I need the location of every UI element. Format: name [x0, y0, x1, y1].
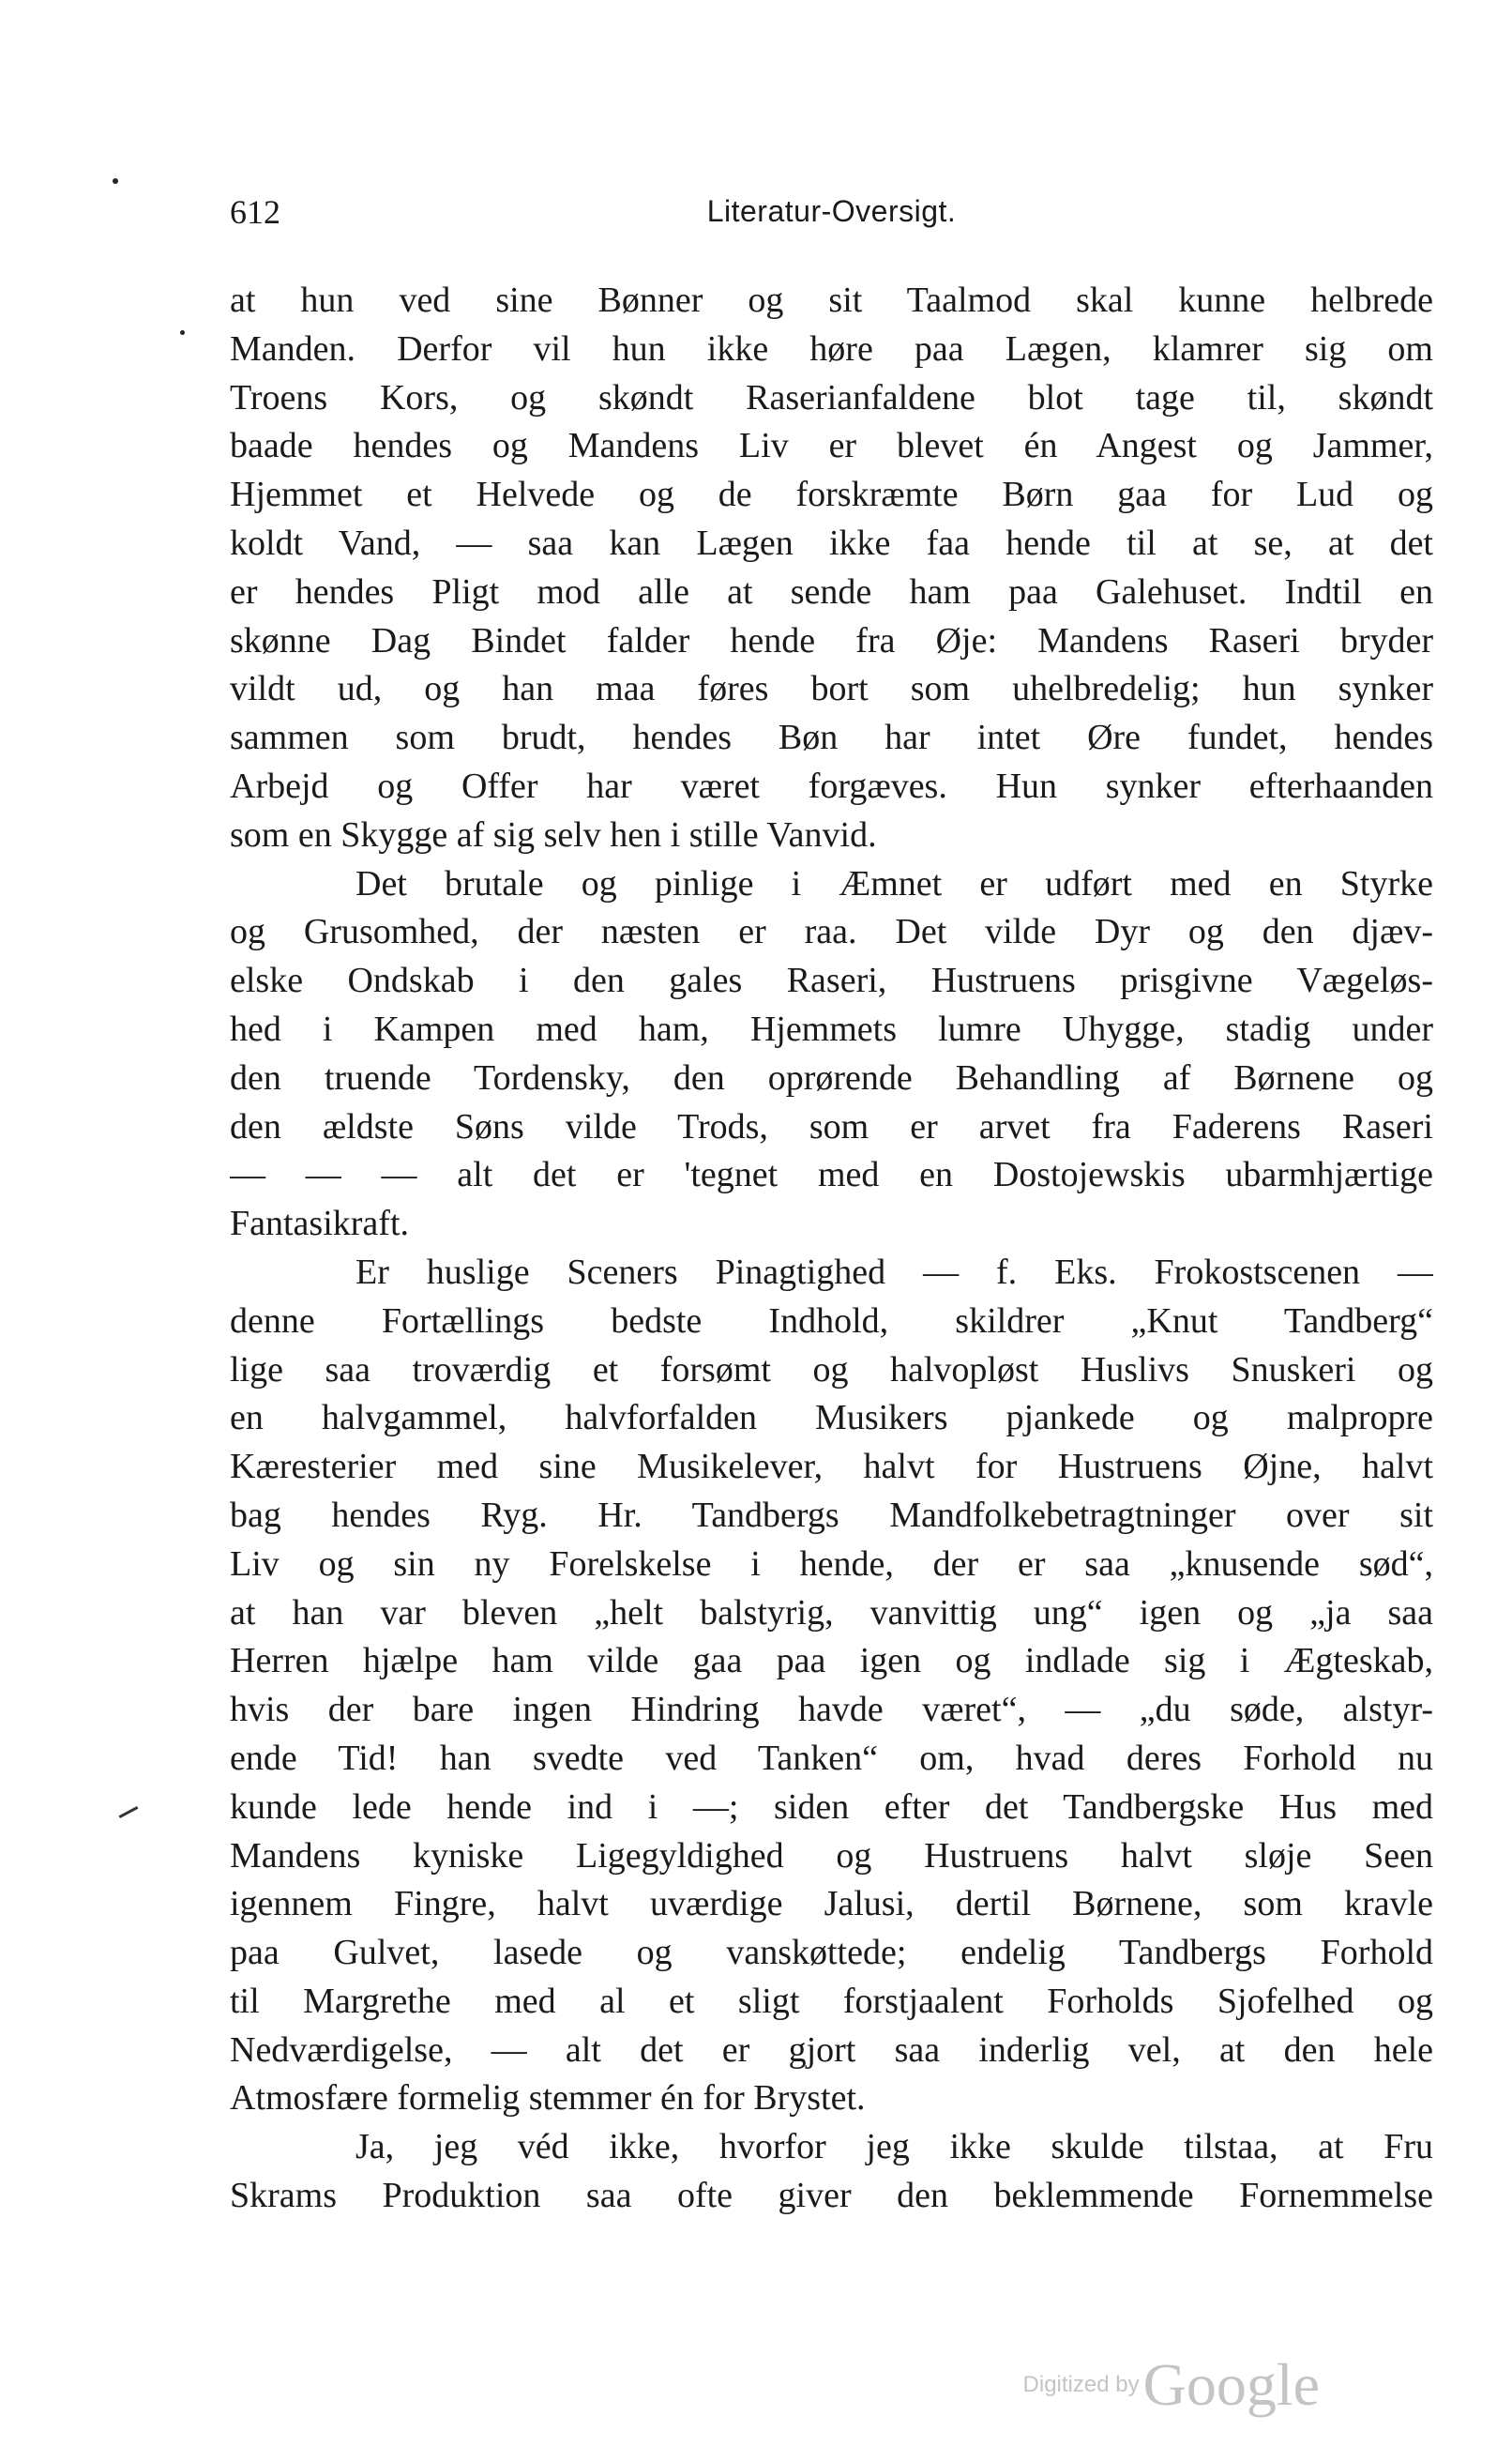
text-line: som en Skygge af sig selv hen i stille Vanvid. [230, 814, 877, 855]
text-line: Arbejd og Offer har været forgæves. Hun synker efterhaanden [230, 766, 1433, 806]
text-line: lige saa troværdig et forsømt og halvopløst Huslivs Snuskeri og [230, 1349, 1433, 1390]
text-line: Atmosfære formelig stemmer én for Brystet. [230, 2078, 866, 2119]
stray-ink-dot [180, 330, 185, 335]
watermark-logo: Google [1142, 2351, 1320, 2418]
text-line: er hendes Pligt mod alle at sende ham paa Galehuset. Indtil en [230, 571, 1433, 612]
stray-ink-dot [113, 178, 118, 184]
text-line: Kæresterier med sine Musikelever, halvt for Hustruens Øjne, halvt [230, 1447, 1433, 1487]
text-line: — — — alt det er 'tegnet med en Dostojewskis ubarmhjærtige [230, 1155, 1433, 1195]
text-line: denne Fortællings bedste Indhold, skildrer „Knut Tandberg“ [230, 1300, 1433, 1341]
running-title: Literatur-Oversigt. [706, 194, 957, 228]
text-line: kunde lede hende ind i —; siden efter det Tandbergske Hus med [230, 1786, 1433, 1827]
text-line: Fantasikraft. [230, 1204, 410, 1244]
text-line: hed i Kampen med ham, Hjemmets lumre Uhygge, stadig under [230, 1009, 1433, 1049]
page-number: 612 [230, 193, 280, 231]
text-line: hvis der bare ingen Hindring havde været“, — „du søde, alstyr- [230, 1690, 1433, 1730]
text-line: Troens Kors, og skøndt Raserianfaldene blot tage til, skøndt [230, 377, 1433, 418]
watermark-prefix: Digitized by [1022, 2372, 1140, 2397]
text-line: Herren hjælpe ham vilde gaa paa igen og indlade sig i Ægteskab, [230, 1641, 1433, 1681]
text-line: Skrams Produktion saa ofte giver den beklemmende Fornemmelse [230, 2176, 1433, 2216]
body-text [230, 277, 1433, 2221]
text-line: igennem Fingre, halvt uværdige Jalusi, dertil Børnene, som kravle [230, 1884, 1433, 1924]
stray-ink-mark [119, 1806, 139, 1818]
text-line: den truende Tordensky, den oprørende Behandling af Børnene og [230, 1057, 1433, 1098]
text-line: sammen som brudt, hendes Bøn har intet Øre fundet, hendes [230, 718, 1433, 758]
text-line: paa Gulvet, lasede og vanskøttede; endelig Tandbergs Forhold [230, 1933, 1433, 1973]
text-line: den ældste Søns vilde Trods, som er arvet fra Faderens Raseri [230, 1106, 1433, 1147]
text-line: baade hendes og Mandens Liv er blevet én Angest og Jammer, [230, 426, 1433, 466]
text-line: elske Ondskab i den gales Raseri, Hustruens prisgivne Vægeløs- [230, 961, 1433, 1001]
text-line: skønne Dag Bindet falder hende fra Øje: Mandens Raseri bryder [230, 620, 1433, 661]
text-line: at han var bleven „helt balstyrig, vanvittig ung“ igen og „ja saa [230, 1592, 1433, 1633]
text-line: vildt ud, og han maa føres bort som uhelbredelig; hun synker [230, 669, 1433, 709]
text-line: til Margrethe med al et sligt forstjaalent Forholds Sjofelhed og [230, 1981, 1433, 2021]
text-line: og Grusomhed, der næsten er raa. Det vilde Dyr og den djæv- [230, 912, 1433, 952]
text-line: Liv og sin ny Forelskelse i hende, der er saa „knusende sød“, [230, 1543, 1433, 1584]
text-line: at hun ved sine Bønner og sit Taalmod skal kunne helbrede [230, 281, 1433, 320]
text-line: Nedværdigelse, — alt det er gjort saa inderlig vel, at den hele [230, 2029, 1433, 2070]
text-line: koldt Vand, — saa kan Lægen ikke faa hende til at se, at det [230, 523, 1433, 563]
text-line: Det brutale og pinlige i Æmnet er udført med en Styrke [355, 863, 1433, 904]
text-line: Hjemmet et Helvede og de forskræmte Børn gaa for Lud og [230, 475, 1433, 515]
text-line: Er huslige Sceners Pinagtighed — f. Eks. Frokostscenen — [355, 1252, 1433, 1292]
text-line: ende Tid! han svedte ved Tanken“ om, hvad deres Forhold nu [230, 1738, 1433, 1778]
text-line: Ja, jeg véd ikke, hvorfor jeg ikke skulde tilstaa, at Fru [355, 2127, 1433, 2167]
text-line: en halvgammel, halvforfalden Musikers pjankede og malpropre [230, 1398, 1433, 1438]
digitized-watermark [1023, 2350, 1320, 2420]
text-line: bag hendes Ryg. Hr. Tandbergs Mandfolkebetragtninger over sit [230, 1495, 1433, 1535]
text-line: Manden. Derfor vil hun ikke høre paa Lægen, klamrer sig om [230, 328, 1433, 369]
text-line: Mandens kyniske Ligegyldighed og Hustruens halvt sløje Seen [230, 1835, 1433, 1876]
page-header [230, 192, 1433, 239]
